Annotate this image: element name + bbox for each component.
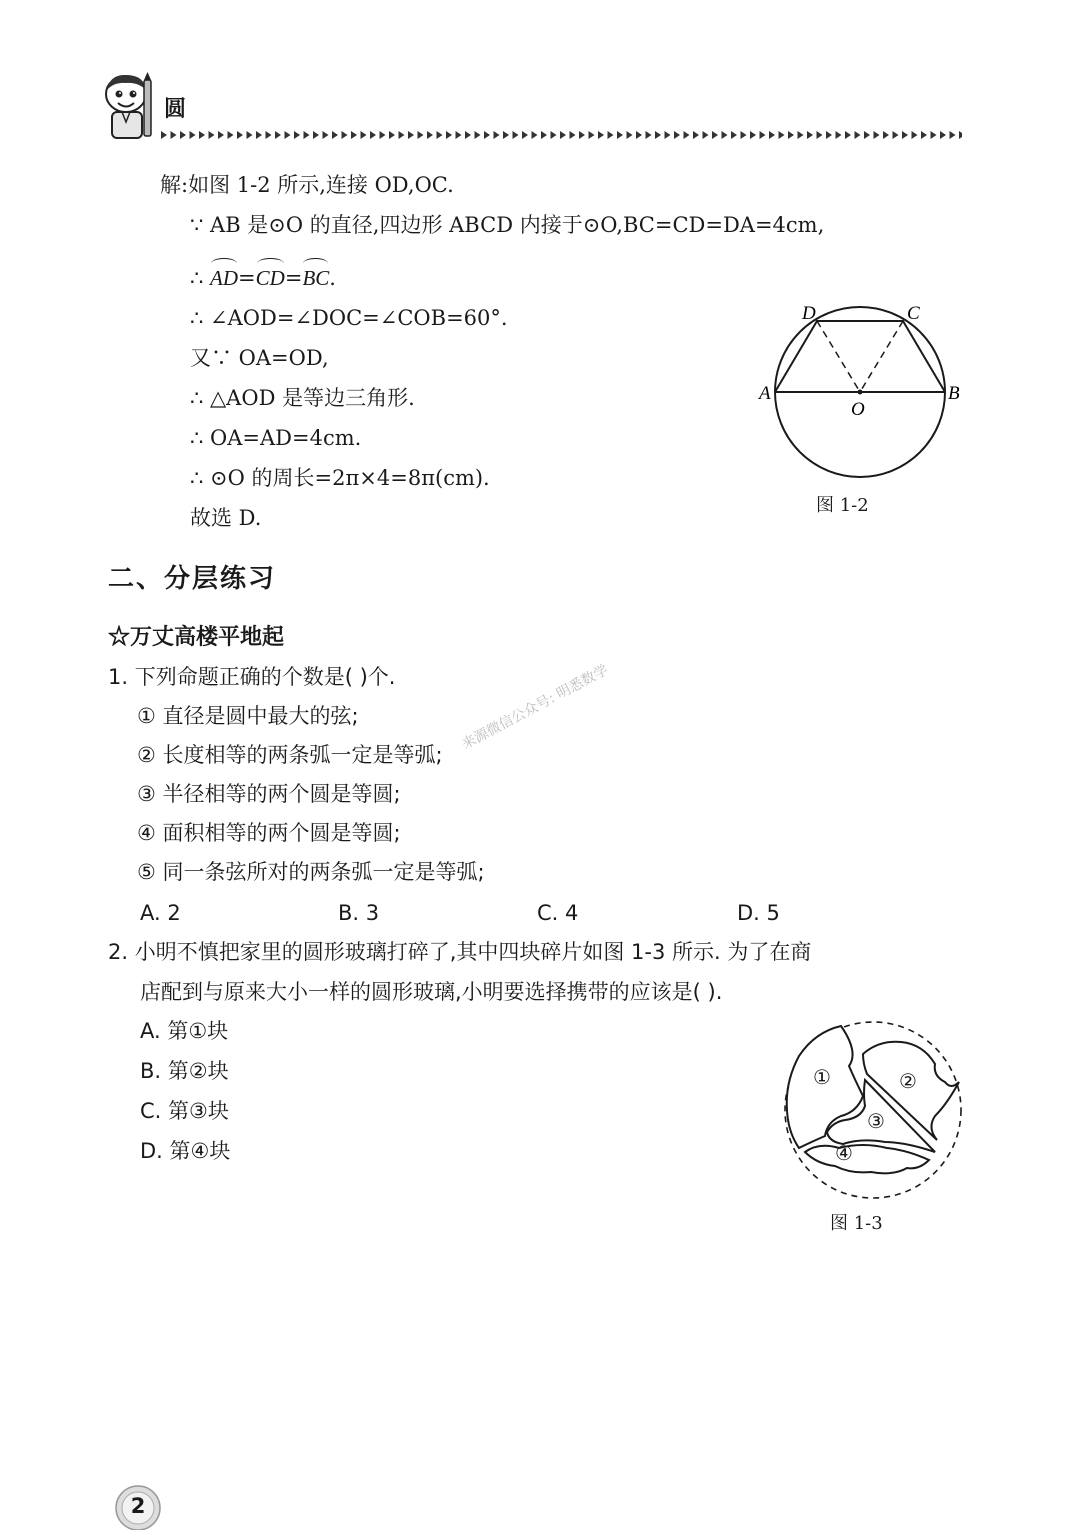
piece-label-1: ①	[813, 1065, 831, 1089]
chapter-title: 圆	[164, 97, 187, 122]
page-number: 2	[130, 1494, 146, 1518]
question-2-stem-line-1: 2. 小明不慎把家里的圆形玻璃打碎了,其中四块碎片如图 1-3 所示. 为了在商	[108, 940, 812, 964]
figure-1-2-caption: 图 1-2	[816, 495, 869, 516]
figure-1-2-inscribed-trapezoid	[750, 295, 980, 485]
solution-line-6: ∴ △AOD 是等边三角形.	[190, 386, 415, 410]
q2-option-d: D. 第④块	[140, 1139, 231, 1163]
solution-line-5: 又∵ OA=OD,	[190, 346, 329, 370]
label-c: C	[907, 303, 920, 324]
cartoon-boy-mascot-icon	[100, 72, 160, 144]
q1-option-a: A. 2	[140, 901, 181, 925]
section-subtitle: ☆万丈高楼平地起	[108, 624, 285, 650]
q1-statement-2: ② 长度相等的两条弧一定是等弧;	[137, 743, 443, 767]
section-title: 二、分层练习	[108, 564, 277, 594]
solution-line-2: ∵ AB 是⊙O 的直径,四边形 ABCD 内接于⊙O,BC=CD=DA=4cm,	[190, 213, 825, 237]
watermark-text: 来源微信公众号: 明悉数学	[459, 662, 611, 753]
q1-option-c: C. 4	[537, 901, 579, 925]
question-2-stem-line-2: 店配到与原来大小一样的圆形玻璃,小明要选择携带的应该是( ).	[140, 980, 723, 1004]
q1-statement-3: ③ 半径相等的两个圆是等圆;	[137, 782, 401, 806]
figure-1-3-caption: 图 1-3	[830, 1213, 883, 1234]
solution-line-1: 解:如图 1-2 所示,连接 OD,OC.	[160, 173, 454, 197]
solution-line-7: ∴ OA=AD=4cm.	[190, 426, 362, 450]
label-o: O	[851, 399, 865, 420]
label-d: D	[802, 303, 816, 324]
q2-option-b: B. 第②块	[140, 1059, 229, 1083]
solution-line-8: ∴ ⊙O 的周长=2π×4=8π(cm).	[190, 466, 490, 490]
q2-option-c: C. 第③块	[140, 1099, 229, 1123]
figure-1-3-broken-glass	[775, 1010, 975, 1210]
q1-statement-1: ① 直径是圆中最大的弦;	[137, 704, 359, 728]
q1-statement-4: ④ 面积相等的两个圆是等圆;	[137, 821, 401, 845]
label-b: B	[948, 383, 960, 404]
q1-option-d: D. 5	[737, 901, 780, 925]
header-arrow-rule	[160, 129, 962, 141]
arc-bc: BC	[302, 266, 330, 290]
label-a: A	[759, 383, 771, 404]
solution-line-4: ∴ ∠AOD=∠DOC=∠COB=60°.	[190, 306, 508, 330]
arc-cd: CD	[255, 266, 285, 290]
q1-statement-5: ⑤ 同一条弦所对的两条弧一定是等弧;	[137, 860, 485, 884]
piece-label-3: ③	[867, 1109, 885, 1133]
solution-line-9: 故选 D.	[190, 506, 262, 530]
piece-label-2: ②	[899, 1069, 917, 1093]
question-1-stem: 1. 下列命题正确的个数是( )个.	[108, 665, 396, 689]
arc-ad: AD	[210, 266, 239, 290]
q1-option-b: B. 3	[338, 901, 380, 925]
solution-line-3-arcs: ∴ AD=CD=BC.	[190, 266, 336, 290]
q2-option-a: A. 第①块	[140, 1019, 229, 1043]
piece-label-4: ④	[835, 1141, 853, 1165]
